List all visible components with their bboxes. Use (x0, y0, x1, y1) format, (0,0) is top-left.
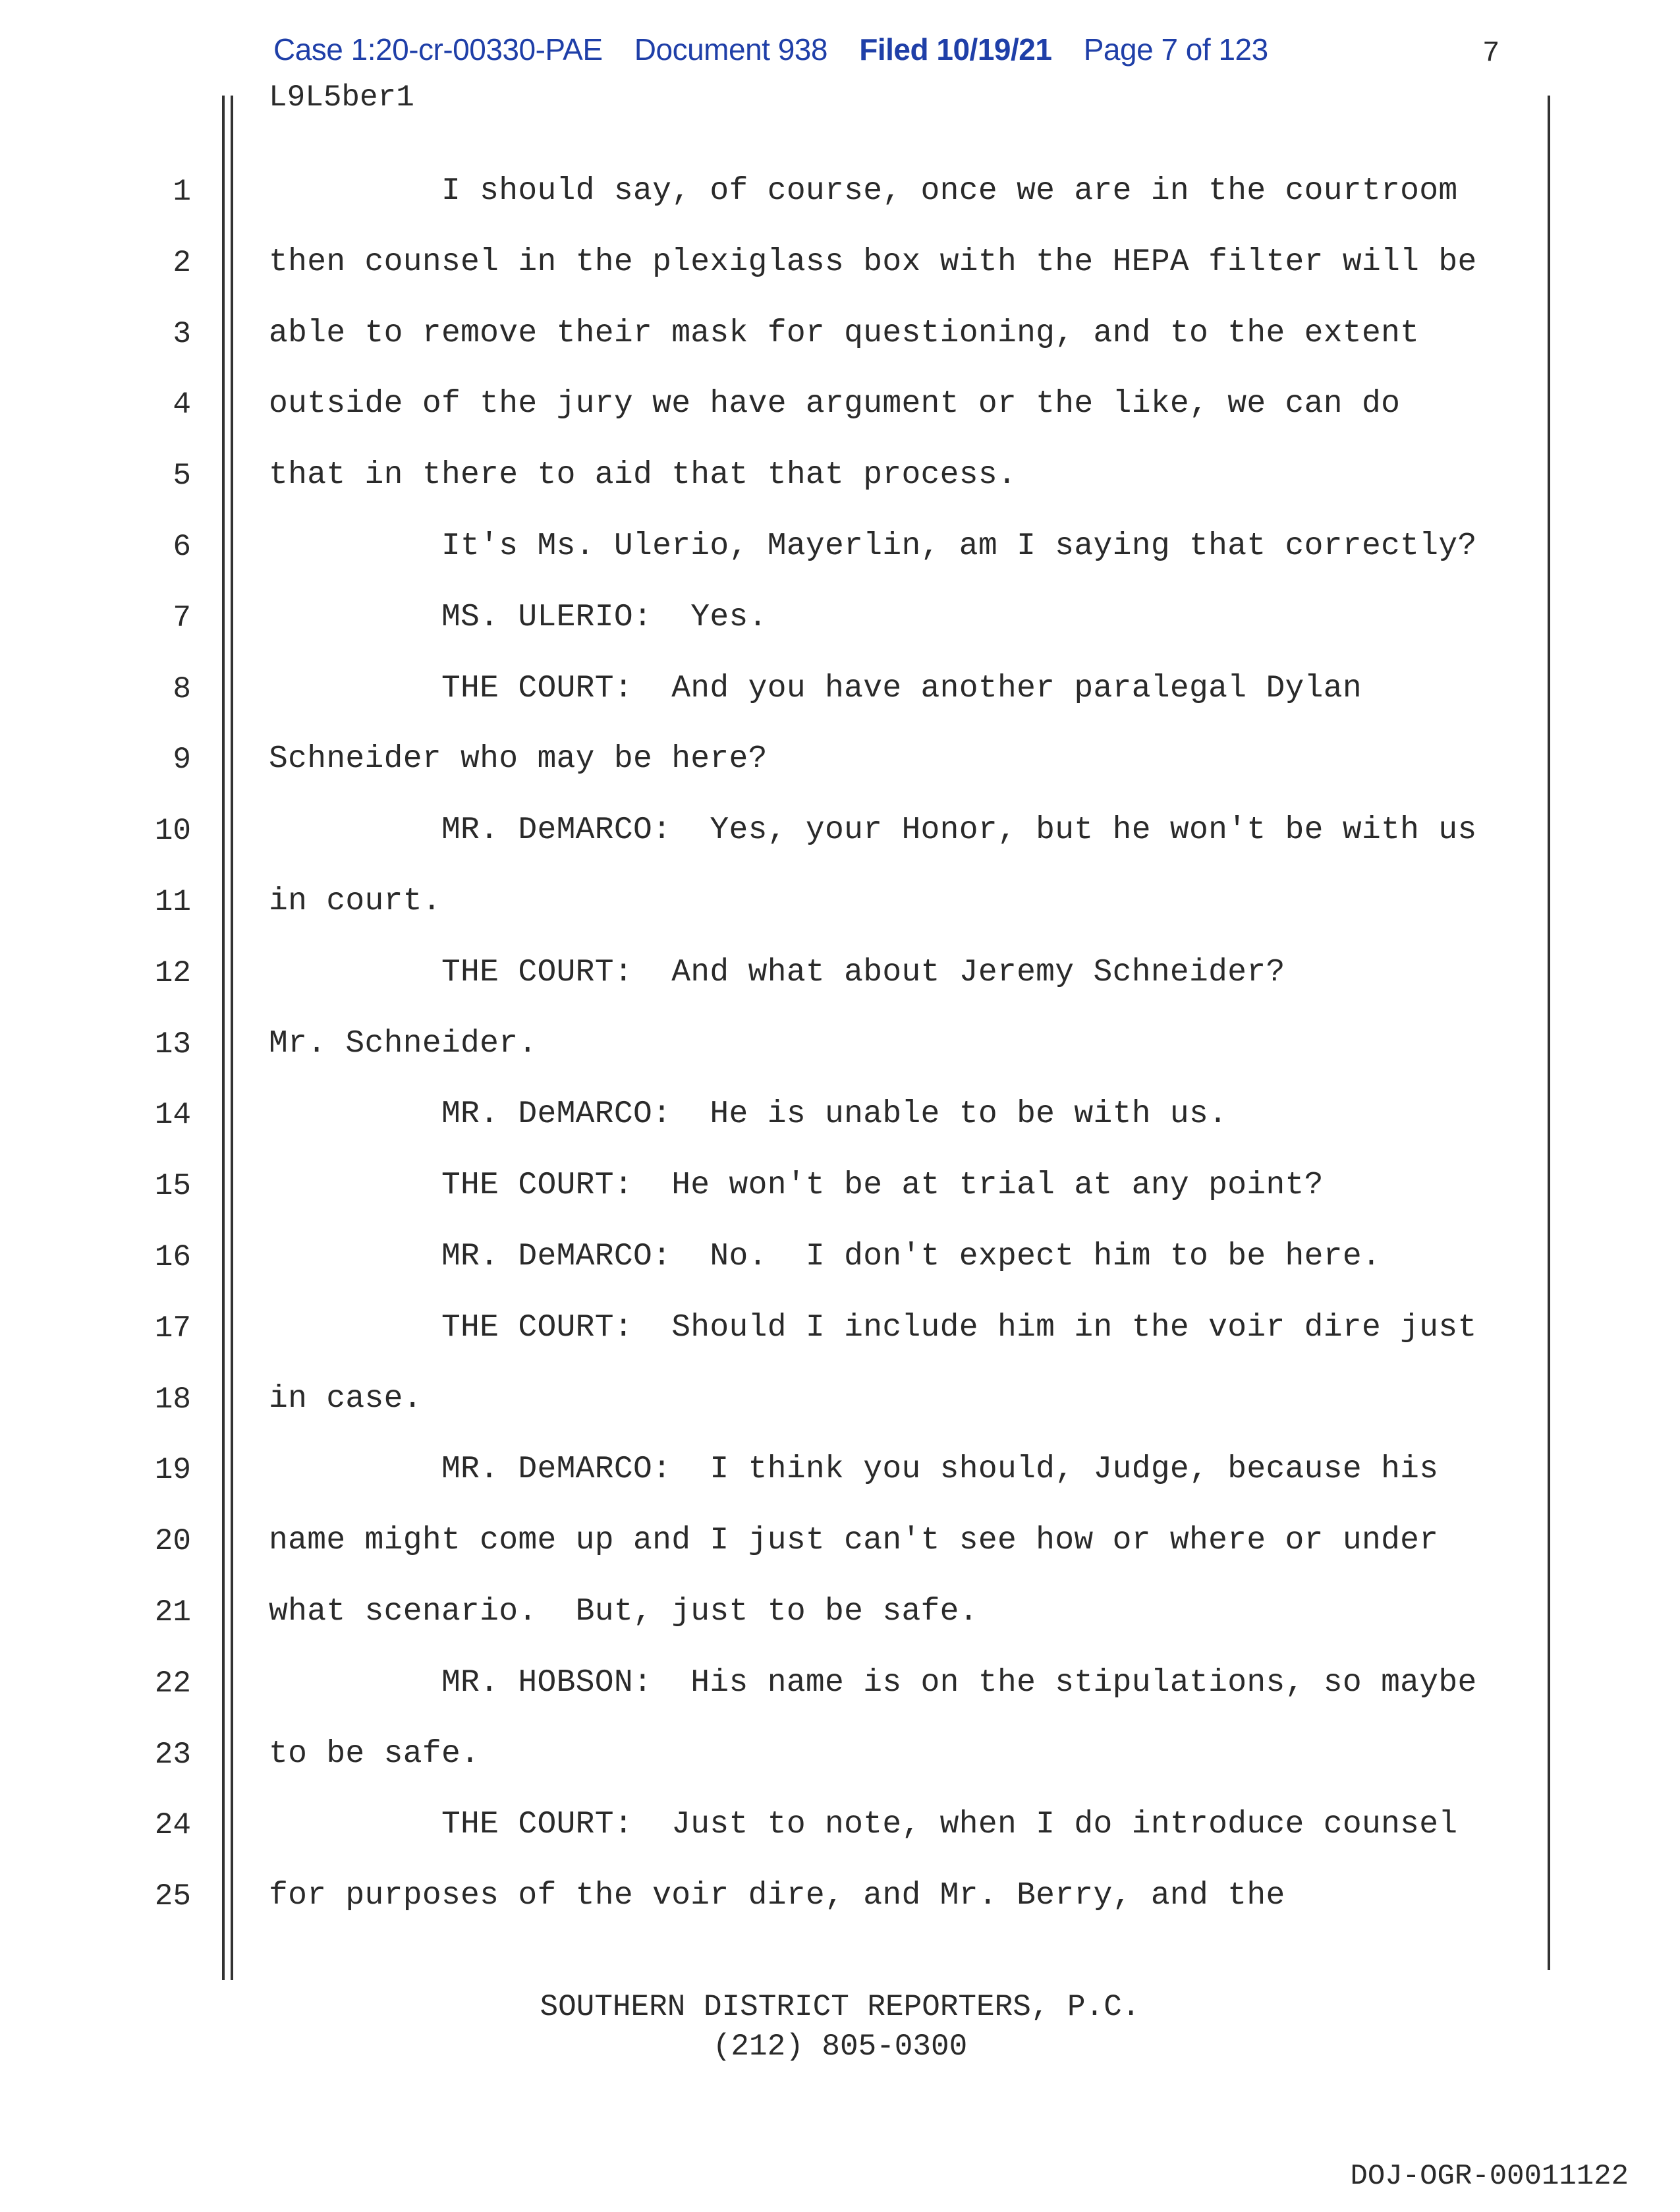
transcript-line: what scenario. But, just to be safe. (269, 1594, 978, 1630)
bates-number: DOJ-OGR-00011122 (1350, 2160, 1629, 2193)
transcript-page-number: 7 (1482, 37, 1500, 70)
transcript-header-code: L9L5ber1 (269, 80, 414, 115)
transcript-line: MR. DeMARCO: I think you should, Judge, because his (269, 1452, 1439, 1487)
reporter-name: SOUTHERN DISTRICT REPORTERS, P.C. (540, 1990, 1140, 2024)
transcript-line: MR. DeMARCO: He is unable to be with us. (269, 1096, 1228, 1132)
line-number: 19 (154, 1453, 191, 1487)
line-number: 12 (154, 956, 191, 990)
transcript-line: THE COURT: Just to note, when I do introduce counsel (269, 1807, 1458, 1842)
line-number: 20 (154, 1524, 191, 1558)
page-of-total: Page 7 of 123 (1083, 32, 1268, 67)
line-number: 14 (154, 1098, 191, 1132)
transcript-line: MR. DeMARCO: Yes, your Honor, but he won't be with us (269, 812, 1477, 848)
line-number: 1 (173, 175, 191, 209)
left-margin-rule-outer (222, 96, 225, 1980)
document-number: Document 938 (634, 32, 827, 67)
transcript-line: in court. (269, 884, 441, 919)
line-number: 4 (173, 387, 191, 422)
line-number: 22 (154, 1666, 191, 1701)
transcript-line: then counsel in the plexiglass box with the HEPA filter will be (269, 244, 1477, 280)
line-number: 18 (154, 1382, 191, 1417)
line-number: 10 (154, 814, 191, 848)
line-number: 15 (154, 1169, 191, 1203)
left-margin-rule-inner (231, 96, 233, 1980)
transcript-line: to be safe. (269, 1736, 480, 1772)
reporter-phone: (212) 805-0300 (712, 2029, 968, 2064)
line-number: 13 (154, 1027, 191, 1062)
line-number: 5 (173, 459, 191, 493)
line-number: 9 (173, 743, 191, 777)
line-number: 24 (154, 1808, 191, 1842)
line-number: 25 (154, 1879, 191, 1914)
line-number: 2 (173, 246, 191, 280)
line-number: 17 (154, 1311, 191, 1346)
transcript-line: I should say, of course, once we are in the courtroom (269, 173, 1458, 209)
line-number: 8 (173, 672, 191, 706)
transcript-line: THE COURT: He won't be at trial at any point? (269, 1168, 1324, 1203)
transcript-line: outside of the jury we have argument or the like, we can do (269, 386, 1401, 422)
court-filing-stamp (273, 32, 1292, 67)
transcript-line: that in there to aid that that process. (269, 457, 1017, 493)
transcript-line: for purposes of the voir dire, and Mr. Berry, and the (269, 1878, 1285, 1914)
line-number: 7 (173, 601, 191, 635)
line-number: 21 (154, 1595, 191, 1630)
transcript-line: Mr. Schneider. (269, 1026, 538, 1062)
transcript-line: Schneider who may be here? (269, 741, 768, 777)
transcript-line: able to remove their mask for questioning, and to the extent (269, 316, 1420, 351)
right-margin-rule (1548, 96, 1550, 1970)
filed-date: Filed 10/19/21 (859, 32, 1052, 67)
transcript-line: MS. ULERIO: Yes. (269, 600, 768, 635)
transcript-line: name might come up and I just can't see how or where or under (269, 1523, 1439, 1558)
case-number: Case 1:20-cr-00330-PAE (273, 32, 603, 67)
transcript-line: MR. HOBSON: His name is on the stipulations, so maybe (269, 1665, 1477, 1701)
transcript-line: MR. DeMARCO: No. I don't expect him to be here. (269, 1239, 1382, 1274)
transcript-line: It's Ms. Ulerio, Mayerlin, am I saying that correctly? (269, 528, 1477, 564)
line-number: 16 (154, 1240, 191, 1274)
line-number: 23 (154, 1738, 191, 1772)
transcript-line: THE COURT: Should I include him in the voir dire just (269, 1310, 1477, 1346)
transcript-line: THE COURT: And what about Jeremy Schneider? (269, 955, 1285, 990)
line-number: 11 (154, 885, 191, 919)
line-number: 6 (173, 530, 191, 564)
transcript-line: THE COURT: And you have another paralegal Dylan (269, 671, 1362, 706)
transcript-line: in case. (269, 1381, 422, 1417)
line-number: 3 (173, 317, 191, 351)
